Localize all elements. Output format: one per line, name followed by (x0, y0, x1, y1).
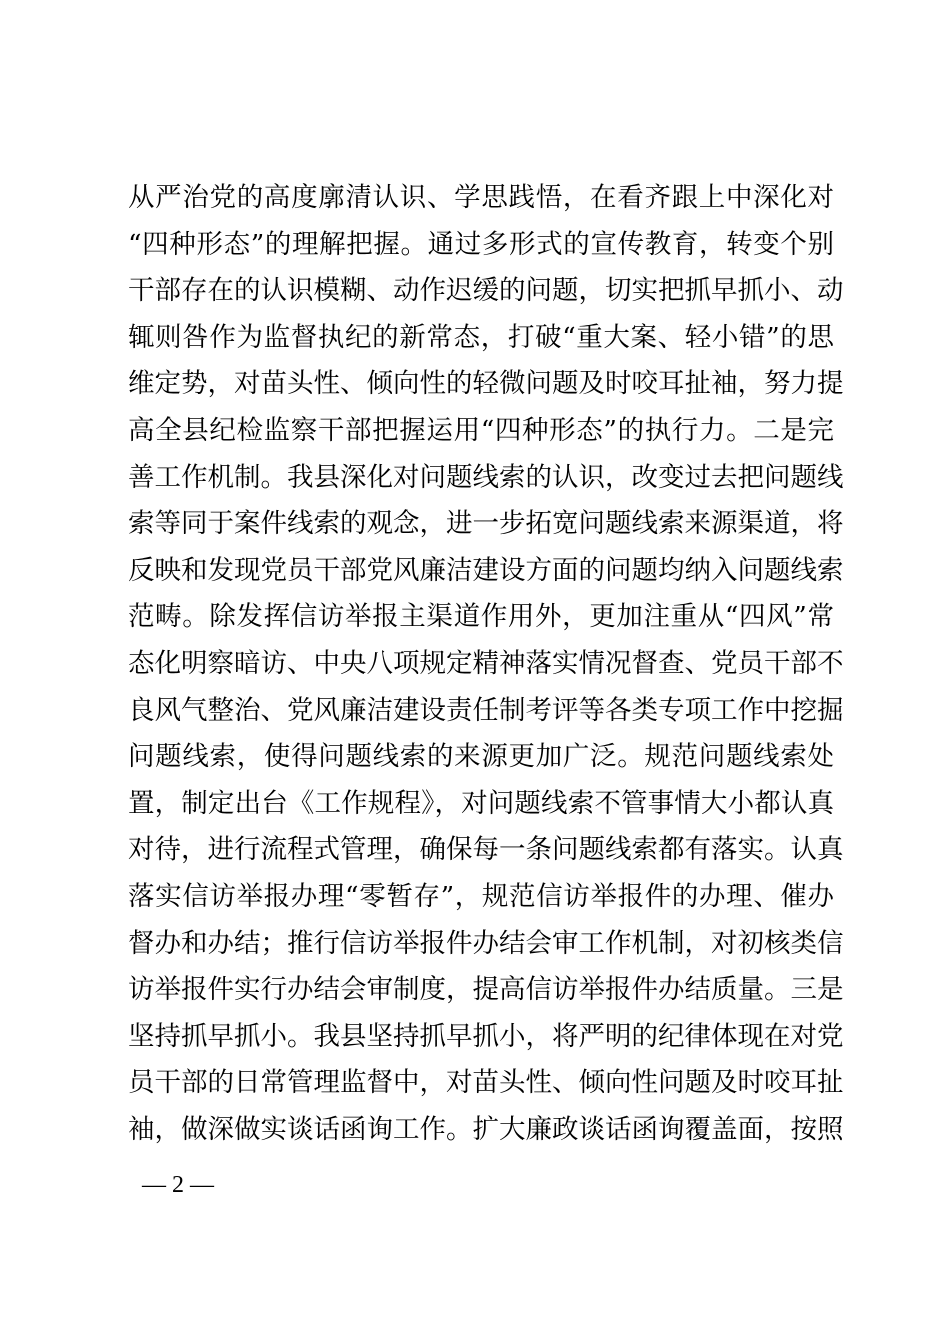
text-line-5: 维定势，对苗头性、倾向性的轻微问题及时咬耳扯袖，努力提 (128, 368, 844, 400)
text-line-7: 善工作机制。我县深化对问题线索的认识，改变过去把问题线 (128, 461, 844, 493)
page-number: — 2 — (142, 1172, 214, 1198)
text-line-17: 督办和办结；推行信访举报件办结会审工作机制，对初核类信 (128, 927, 844, 959)
text-line-13: 问题线索，使得问题线索的来源更加广泛。规范问题线索处 (128, 741, 834, 773)
text-line-20: 员干部的日常管理监督中，对苗头性、倾向性问题及时咬耳扯 (128, 1067, 844, 1099)
text-line-8: 索等同于案件线索的观念，进一步拓宽问题线索来源渠道，将 (128, 508, 844, 540)
text-line-9: 反映和发现党员干部党风廉洁建设方面的问题均纳入问题线索 (128, 554, 844, 586)
text-line-4: 辄则咎作为监督执纪的新常态，打破“重大案、轻小错”的思 (128, 321, 834, 353)
text-line-11: 态化明察暗访、中央八项规定精神落实情况督查、党员干部不 (128, 647, 844, 679)
text-line-21: 袖，做深做实谈话函询工作。扩大廉政谈话函询覆盖面，按照 (128, 1113, 844, 1145)
text-line-1: 从严治党的高度廓清认识、学思践悟，在看齐跟上中深化对 (128, 182, 834, 213)
body-paragraph (128, 182, 844, 1160)
text-line-18: 访举报件实行办结会审制度，提高信访举报件办结质量。三是 (128, 974, 844, 1006)
text-line-10: 范畴。除发挥信访举报主渠道作用外，更加注重从“四风”常 (128, 601, 834, 633)
text-line-19: 坚持抓早抓小。我县坚持抓早抓小，将严明的纪律体现在对党 (128, 1020, 844, 1052)
text-line-12: 良风气整治、党风廉洁建设责任制考评等各类专项工作中挖掘 (128, 694, 844, 726)
text-line-16: 落实信访举报办理“零暂存”，规范信访举报件的办理、催办 (128, 880, 834, 912)
text-line-6: 高全县纪检监察干部把握运用“四种形态”的执行力。二是完 (128, 414, 834, 446)
text-line-15: 对待，进行流程式管理，确保每一条问题线索都有落实。认真 (128, 834, 844, 866)
text-line-2: “四种形态”的理解把握。通过多形式的宣传教育，转变个别 (128, 228, 834, 260)
text-line-3: 干部存在的认识模糊、动作迟缓的问题，切实把抓早抓小、动 (128, 275, 844, 307)
text-line-14: 置，制定出台《工作规程》，对问题线索不管事情大小都认真 (128, 787, 834, 819)
